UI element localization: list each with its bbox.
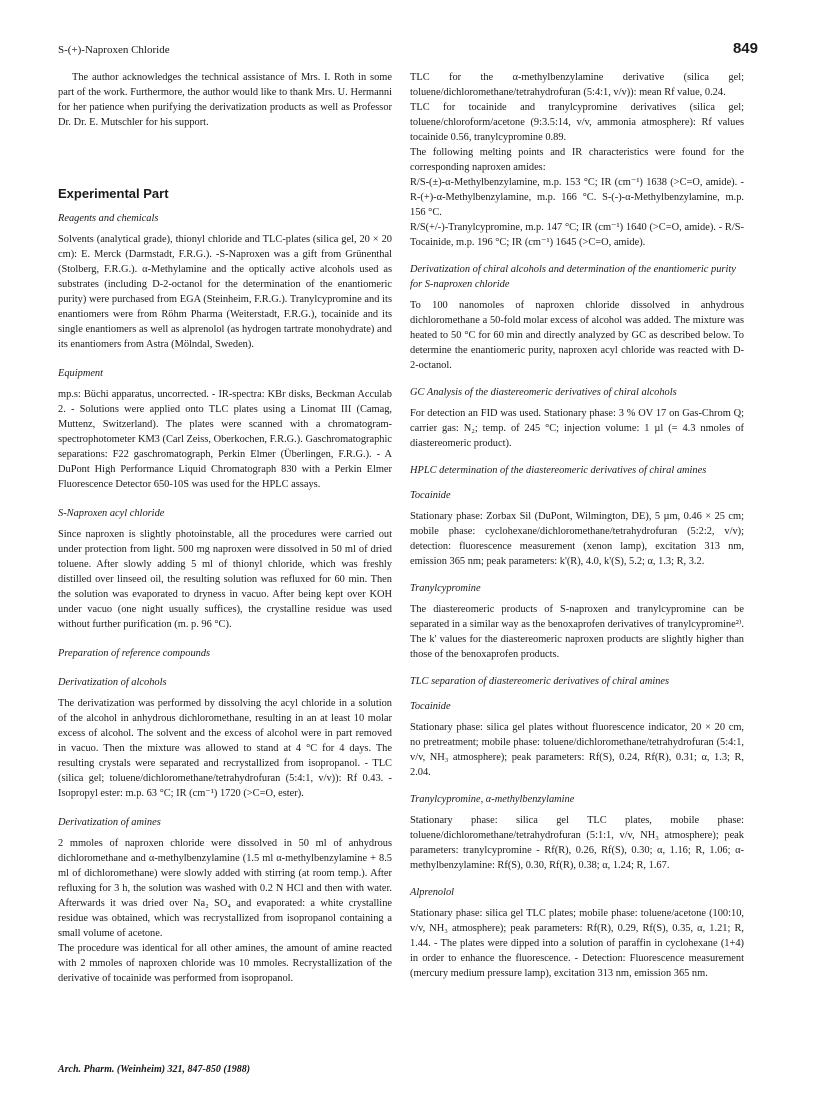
reference-compounds-heading: Preparation of reference compounds [58,648,211,659]
journal-citation: Arch. Pharm. (Weinheim) 321, 847-850 (1988) [58,1064,251,1075]
chiral-alcohols-paragraph: To 100 nanomoles of naproxen chloride dissolved in anhydrous dichloromethane a 50-fold molar excess of alcohol was added. The mixture was heated to 50 °C for 60 min and directly analyzed by GC as described below. To determine the enantiomeric purity, naproxen acyl chloride was reacted with D-2-octanol. [410,300,744,371]
acyl-chloride-heading: S-Naproxen acyl chloride [58,508,165,519]
melting-points-intro: The following melting points and IR characteristics were found for the corresponding naproxen amides: [410,147,744,173]
acknowledgement-paragraph: The author acknowledges the technical assistance of Mrs. I. Roth in some part of the work. Furthermore, the author would like to thank Mrs. U. Hermanni for her patience when purifying the derivatization products as well as Professor Dr. Dr. E. Mutschler for his support. [58,72,392,128]
hplc-tocainide-paragraph: Stationary phase: Zorbax Sil (DuPont, Wilmington, DE), 5 µm, 0.46 × 25 cm; mobile phase: cyclohexane/dichloromethane/tetrahydrofuran (5:2:2, v/v); detection: fluorescence measurement (xenon lamp), excitation 313 nm, emission 365 nm; peak parameters: k'(R), 4.0, k'(S), 5.2; α, 1.3; R, 3.2. [410,511,744,567]
hplc-tranylcypromine-paragraph: The diastereomeric products of S-naproxen and tranylcypromine can be separated in a similar way as the benoxaprofen derivatives of tranylcypromine²⁾. The k' values for the diastereomeric naproxen products are slightly higher than those of the benoxaprofen products. [410,604,744,660]
tlc-separation-heading: TLC separation of diastereomeric derivatives of chiral amines [410,676,670,687]
tlc-tranylcypromine-heading: Tranylcypromine, α-methylbenzylamine [410,794,575,805]
tlc-tocainide-paragraph: Stationary phase: silica gel plates without fluorescence indicator, 20 × 20 cm, no pretreatment; mobile phase: toluene/dichloromethane/tetrahydrofuran (5:4:1, v/v, NH₃ atmosphere); peak parameters: Rf(S), 0.24, Rf(R), 0.31; α, 1.3; R, 2.04. [410,722,744,778]
tlc-tranylcypromine-paragraph: Stationary phase: silica gel TLC plates, mobile phase: toluene/dichloromethane/tetrahydrofuran (5:1:1, v/v, NH₃ atmosphere); peak parameters: tranylcypromine - Rf(R), 0.26, Rf(S), 0.30; α, 1.16; R, 1.06; α-methylbenzylamine: Rf(S), 0.30, Rf(R), 0.38; α, 1.24; R, 1.67. [410,815,744,871]
tlc-paragraph-1: TLC for the α-methylbenzylamine derivative (silica gel; toluene/dichloromethane/tetrahydrofuran (5:4:1, v/v)): mean Rf value, 0.24. [410,72,744,98]
reagents-heading: Reagents and chemicals [58,213,159,224]
chiral-alcohols-heading: Derivatization of chiral alcohols and determination of the enantiomeric purity for S-naproxen chloride [410,264,736,290]
gc-analysis-paragraph: For detection an FID was used. Stationary phase: 3 % OV 17 on Gas-Chrom Q; carrier gas: N₂; temp. of 245 °C; injection volume: 1 µl (= 4.3 nmoles of diastereomeric product). [410,408,744,449]
acyl-chloride-paragraph: Since naproxen is slightly photoinstable, all the procedures were carried out under protection from light. 500 mg naproxen were dissolved in 50 ml of dried toluene. After slowly adding 5 ml of thionyl chloride, which was freshly distilled over linseed oil, the resulting solution was refluxed for 60 min. Then the solution was evaporated to dryness in vacuo. After being kept over KOH under vacuo (one night usually suffices), the crystalline residue was used without further purification (m. p. 96 °C). [58,529,392,630]
tlc-paragraph-2: TLC for tocainide and tranylcypromine derivatives (silica gel; toluene/chloroform/acetone (9:3.5:14, v/v, ammonia atmosphere): Rf values tocainide 0.56, tranylcypromine 0.89. [410,102,744,143]
gc-analysis-heading: GC Analysis of the diastereomeric derivatives of chiral alcohols [410,387,677,398]
right-column [410,70,744,981]
equipment-heading: Equipment [58,368,104,379]
amines-heading: Derivatization of amines [58,817,161,828]
melting-points-list-1: R/S-(±)-α-Methylbenzylamine, m.p. 153 °C; IR (cm⁻¹) 1638 (>C=O, amide). - R-(+)-α-Methylbenzylamine, m.p. 166 °C. S-(-)-α-Methylbenzylamine, m.p. 156 °C. [410,177,744,218]
amines-paragraph-2: The procedure was identical for all other amines, the amount of amine reacted with 2 mmoles of naproxen chloride was 10 mmoles. Recrystallization of the derivative of tocainide was performed from isopropanol. [58,943,392,984]
running-title: S-(+)-Naproxen Chloride [58,44,170,56]
alprenolol-heading: Alprenolol [410,887,455,898]
left-column [58,70,392,986]
hplc-tranylcypromine-heading: Tranylcypromine [410,583,481,594]
alcohols-paragraph: The derivatization was performed by dissolving the acyl chloride in a solution of the alcohol in anhydrous dichloromethane, resulting in an at least 10 molar excess of alcohol. The solvent and the excess of alcohol were in part removed in vacuo. Then the mixture was allowed to stand at 4 °C for 4 days. The resulting crystals were separated and recrystallized from isopropanol. - TLC (silica gel; toluene/dichloromethane/tetrahydrofuran (5:4:1, v/v)): Rf 0.43. - Isopropyl ester: m.p. 63 °C; IR (cm⁻¹) 1720 (>C=O, ester). [58,698,392,799]
alcohols-heading: Derivatization of alcohols [58,677,167,688]
alprenolol-paragraph: Stationary phase: silica gel TLC plates; mobile phase: toluene/acetone (100:10, v/v, NH₃ atmosphere); peak parameters: Rf(R), 0.29, Rf(S), 0.35, α, 1.21; R, 1.44. - The plates were dipped into a solution of paraffin in cyclohexane (1+4) in order to enhance the fluorescence. - Detection: Fluorescence measurement (mercury medium pressure lamp), excitation 313 nm, emission 365 nm. [410,908,744,979]
equipment-paragraph: mp.s: Büchi apparatus, uncorrected. - IR-spectra: KBr disks, Beckman Acculab 2. - Solutions were applied onto TLC plates using a Linomat III (Camag, Muttenz, Switzerland). The plates were scanned with a chromatogram-spectrophotometer KM3 (Carl Zeiss, Oberkochen, F.R.G.). Gaschromatographic separations: F22 gaschromatograph, Perkin Elmer (Überlingen, F.R.G.). - A DuPont High Performance Liquid Chromatograph 830 with a Perkin Elmer Fluorescence Detector 650-10S was used for the HPLC assays. [58,389,392,490]
hplc-heading: HPLC determination of the diastereomeric derivatives of chiral amines [410,465,707,476]
experimental-heading: Experimental Part [58,186,169,201]
reagents-paragraph: Solvents (analytical grade), thionyl chloride and TLC-plates (silica gel, 20 × 20 cm): E. Merck (Darmstadt, F.R.G.). -S-Naproxen was a gift from Grünenthal (Stolberg, F.R.G.). α-Methylamine and the optically active alcohols used as substrates (including D-2-octanol for the determination of the enantiomeric purity) were purchased from EGA (Steinheim, F.R.G.). Tranylcypromine and its enantiomers were from Röhm Pharma (Weiterstadt, F.R.G.), tocainide and its single enantiomers as well as alprenolol (as hydrogen tartrate monohydrate) and its enantiomers from Astra (Mölndal, Sweden). [58,234,392,350]
page-number: 849 [732,40,758,57]
hplc-tocainide-heading: Tocainide [410,490,451,501]
amines-paragraph-1: 2 mmoles of naproxen chloride were dissolved in 50 ml of anhydrous dichloromethane and α-methylbenzylamine (1.5 ml α-methylbenzylamine + 8.5 ml of dichloromethane) were slowly added with stirring (at room temp.). After refluxing for 3 h, the solution was washed with 0.2 N HCl and then with water. Afterwards it was dried over Na₂ SO₄ and evaporated: a white crystalline residue was obtained, which was recrystallized from isopropanol containing a small volume of acetone. [58,838,392,939]
melting-points-list-2: R/S(+/-)-Tranylcypromine, m.p. 147 °C; IR (cm⁻¹) 1640 (>C=O, amide). - R/S-Tocainide, m.p. 196 °C; IR (cm⁻¹) 1645 (>C=O, amide). [410,222,744,248]
tlc-tocainide-heading: Tocainide [410,701,451,712]
